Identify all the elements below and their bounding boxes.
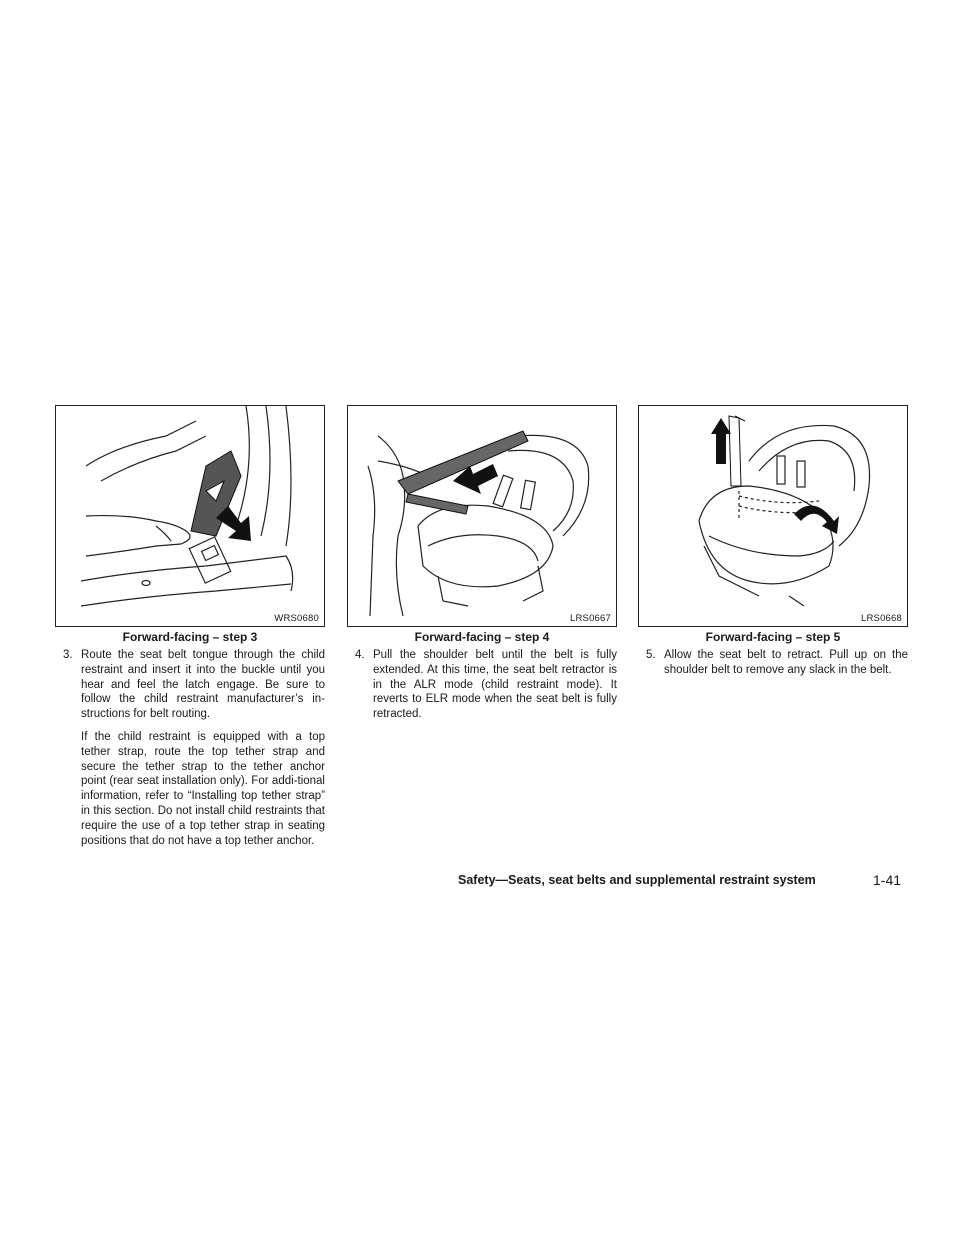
step-paragraph: [638, 648, 908, 678]
section-title: Safety—Seats, seat belts and supplemental restraint system: [458, 873, 816, 887]
illustration-retract-belt: [639, 406, 907, 626]
step-text: Route the seat belt tongue through the child restraint and insert it into the buckle until you hear and feel the latch engage. Be sure to follow the child restraint manufacturer’s in-structions for belt routing.: [81, 649, 325, 721]
step-text: Allow the seat belt to retract. Pull up on the shoulder belt to remove any slack in the belt.: [664, 649, 908, 676]
figure-caption: Forward-facing – step 4: [414, 630, 550, 644]
step-text: Pull the shoulder belt until the belt is fully extended. At this time, the seat belt retractor is in the ALR mode (child restraint mode). It reverts to ELR mode when the seat belt is fully retracted.: [373, 649, 617, 721]
illustration-pull-shoulder-belt: [348, 406, 616, 626]
column-step-5: [638, 405, 908, 678]
figure-step-5: [638, 405, 908, 627]
step-paragraph: [347, 648, 617, 722]
figure-step-4: [347, 405, 617, 627]
step-number: 5.: [646, 649, 656, 661]
step-number: 4.: [355, 649, 365, 661]
step-number: 3.: [63, 649, 73, 661]
figure-code: LRS0667: [569, 613, 611, 624]
column-step-4: [347, 405, 617, 722]
figure-step-3: [55, 405, 325, 627]
illustration-belt-buckle: [56, 406, 324, 626]
figure-caption: Forward-facing – step 5: [705, 630, 841, 644]
figure-code: WRS0680: [274, 613, 319, 624]
figure-caption: Forward-facing – step 3: [122, 630, 258, 644]
column-step-3: [55, 405, 325, 848]
step-paragraph: [55, 648, 325, 722]
figure-code: LRS0668: [860, 613, 902, 624]
body-paragraph: If the child restraint is equipped with a top tether strap, route the top tether strap and secure the tether strap to the tether anchor point (rear seat installation only). For addi-tional information, refer to “Installing top tether strap” in this section. Do not install child restraints that require the use of a top tether strap in seating positions that do not have a top tether anchor.: [81, 730, 325, 847]
page-number: 1-41: [873, 872, 902, 888]
